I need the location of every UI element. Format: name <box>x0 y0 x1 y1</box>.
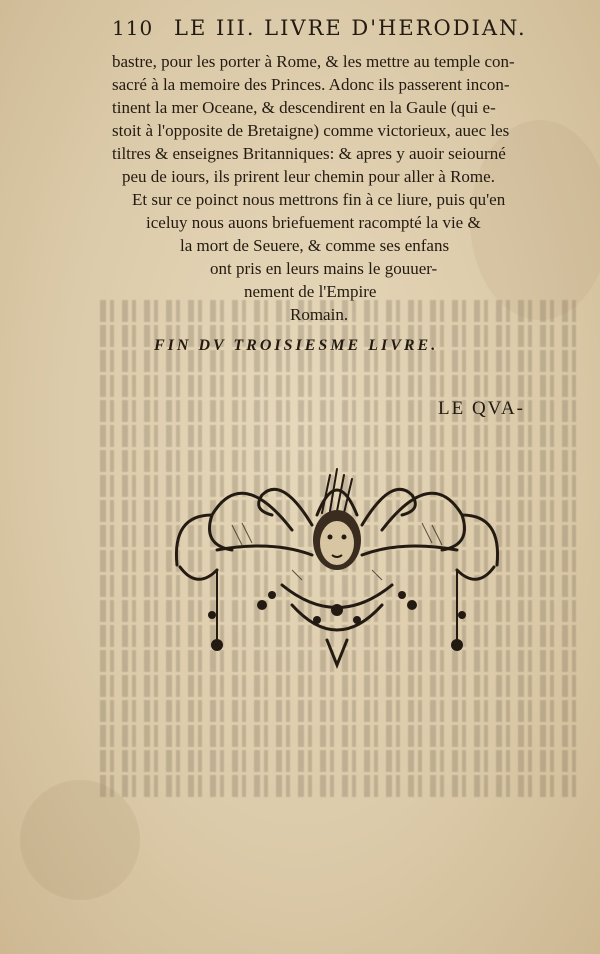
grotesque-mask-tailpiece-ornament-icon <box>172 455 502 675</box>
text-line: iceluy nous auons briefuement racompté la vie & <box>146 213 481 232</box>
text-line: stoit à l'opposite de Bretaigne) comme victorieux, auec les <box>112 121 510 140</box>
text-line: la mort de Seuere, & comme ses enfans <box>180 236 450 255</box>
text-line: sacré à la memoire des Princes. Adonc ils passerent incon- <box>112 75 510 94</box>
page-number: 110 <box>112 16 154 40</box>
colophon: FIN DV TROISIESME LIVRE. <box>154 337 439 354</box>
text-line: bastre, pour les porter à Rome, & les mettre au temple con- <box>112 52 515 71</box>
text-line: Et sur ce poinct nous mettrons fin à ce liure, puis qu'en <box>132 190 506 209</box>
running-title: LE III. LIVRE D'HERODIAN. <box>174 16 527 40</box>
text-line: Romain. <box>290 305 349 324</box>
text-line: nement de l'Empire <box>244 282 377 301</box>
text-line: peu de iours, ils prirent leur chemin pour aller à Rome. <box>122 167 495 186</box>
text-line: ont pris en leurs mains le gouuer- <box>210 259 438 278</box>
text-line: tinent la mer Oceane, & descendirent en la Gaule (qui e- <box>112 98 496 117</box>
paper-stain <box>20 780 140 900</box>
text-line: tiltres & enseignes Britanniques: & apres y auoir seiourné <box>112 144 506 163</box>
running-header <box>112 16 552 44</box>
catchword: LE QVA- <box>438 398 526 419</box>
